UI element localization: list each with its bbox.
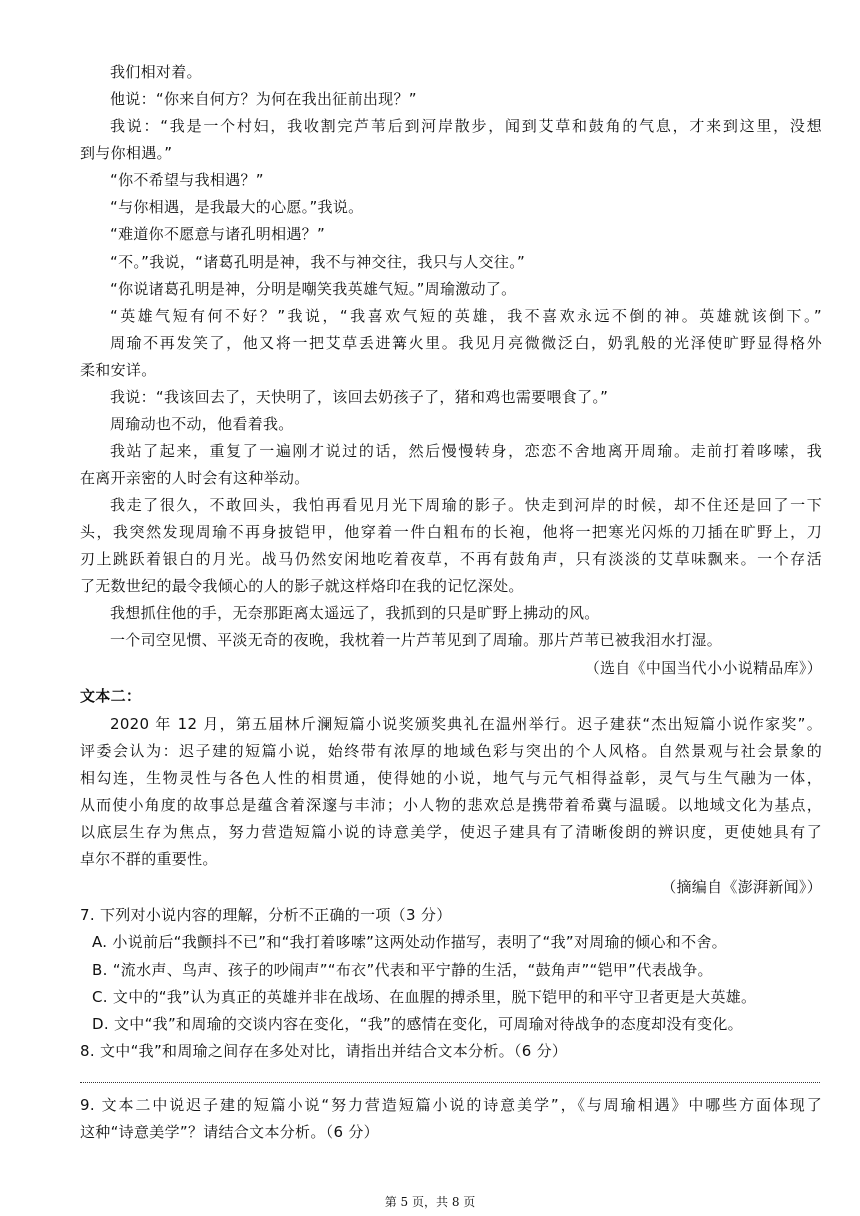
story-paragraph-line: 我想抓住他的手，无奈那距离太遥远了，我抓到的只是旷野上拂动的风。 [110, 604, 600, 622]
text2-paragraph-line: 从而使小角度的故事总是蕴含着深邃与丰沛；小人物的悲欢总是携带着希冀与温暖。以地域文化为基点， [80, 796, 822, 814]
story-paragraph-line: 了无数世纪的最令我倾心的人的影子就这样烙印在我的记忆深处。 [80, 577, 524, 595]
text2-paragraph-line: 以底层生存为焦点，努力营造短篇小说的诗意美学，使迟子建具有了清晰俊朗的辨识度，更使她具有了 [80, 823, 822, 841]
story-paragraph-line: 我说：“我该回去了，天快明了，该回去奶孩子了，猪和鸡也需要喂食了。” [110, 388, 609, 406]
question-7-option: D. 文中“我”和周瑜的交谈内容在变化，“我”的感情在变化，可周瑜对待战争的态度却没有变化。 [92, 1015, 743, 1033]
story-source: （选自《中国当代小小说精品库》） [584, 659, 822, 677]
story-paragraph-line: 柔和安详。 [80, 361, 157, 379]
story-paragraph-line: 在离开亲密的人时会有这种举动。 [80, 469, 310, 487]
page-footer: 第 5 页，共 8 页 [384, 1195, 476, 1209]
story-paragraph-line: “英雄气短有何不好？”我说，“我喜欢气短的英雄，我不喜欢永远不倒的神。英雄就该倒下。” [110, 307, 822, 325]
text2-paragraph-line: 相勾连，生物灵性与各色人性的相贯通，使得她的小说，地气与元气相得益彰，灵气与生气融为一体， [80, 769, 822, 787]
story-paragraph-line: 我走了很久，不敢回头，我怕再看见月光下周瑜的影子。快走到河岸的时候，却不住还是回了一下 [110, 496, 822, 514]
answer-divider [80, 1082, 820, 1083]
story-paragraph-line: 周瑜动也不动，他看着我。 [110, 415, 294, 433]
text2-source: （摘编自《澎湃新闻》） [661, 878, 822, 896]
question-7-option: B. “流水声、鸟声、孩子的吵闹声”“布衣”代表和平宁静的生活，“鼓角声”“铠甲”代表战争。 [92, 961, 713, 979]
text2-paragraph-line: 2020 年 12 月，第五届林斤澜短篇小说奖颁奖典礼在温州举行。迟子建获“杰出短篇小说作家奖”。 [110, 715, 822, 733]
text2-paragraph-line: 卓尔不群的重要性。 [80, 850, 218, 868]
story-paragraph-line: 一个司空见惯、平淡无奇的夜晚，我枕着一片芦苇见到了周瑜。那片芦苇已被我泪水打湿。 [110, 631, 723, 649]
story-paragraph-line: “你不希望与我相遇？” [110, 171, 264, 189]
question-9-line: 9. 文本二中说迟子建的短篇小说“努力营造短篇小说的诗意美学”，《与周瑜相遇》中哪些方面体现了 [80, 1096, 822, 1114]
story-paragraph-line: “不。”我说，“诸葛孔明是神，我不与神交往，我只与人交往。” [110, 253, 526, 271]
question-8: 8. 文中“我”和周瑜之间存在多处对比，请指出并结合文本分析。（6 分） [80, 1042, 568, 1060]
text2-paragraph-line: 评委会认为：迟子建的短篇小说，始终带有浓厚的地域色彩与突出的个人风格。自然景观与社会景象的 [80, 742, 822, 760]
story-paragraph-line: “你说诸葛孔明是神，分明是嘲笑我英雄气短。”周瑜激动了。 [110, 280, 517, 298]
story-paragraph-line: 头，我突然发现周瑜不再身披铠甲，他穿着一件白粗布的长袍，他将一把寒光闪烁的刀插在旷野上，刀 [80, 523, 822, 541]
story-paragraph-line: 到与你相遇。” [80, 144, 173, 162]
story-paragraph-line: 周瑜不再发笑了，他又将一把艾草丢进篝火里。我见月亮微微泛白，奶乳般的光泽使旷野显得格外 [110, 334, 822, 352]
story-paragraph-line: “难道你不愿意与诸孔明相遇？” [110, 225, 326, 243]
question-9-line: 这种“诗意美学”？请结合文本分析。（6 分） [80, 1123, 379, 1141]
story-paragraph-line: 我站了起来，重复了一遍刚才说过的话，然后慢慢转身，恋恋不舍地离开周瑜。走前打着哆嗦，我 [110, 442, 822, 460]
story-paragraph-line: 他说：“你来自何方？为何在我出征前出现？” [110, 90, 417, 108]
question-7-option: A. 小说前后“我颤抖不已”和“我打着哆嗦”这两处动作描写，表明了“我”对周瑜的倾心和不舍。 [92, 933, 727, 951]
story-paragraph-line: 我们相对着。 [110, 63, 202, 81]
story-paragraph-line: 我说：“我是一个村妇，我收割完芦苇后到河岸散步，闻到艾草和鼓角的气息，才来到这里，没想 [110, 117, 822, 135]
question-7-stem: 7. 下列对小说内容的理解，分析不正确的一项（3 分） [80, 906, 452, 924]
story-paragraph-line: “与你相遇，是我最大的心愿。”我说。 [110, 198, 364, 216]
story-paragraph-line: 刃上跳跃着银白的月光。战马仍然安闲地吃着夜草，不再有鼓角声，只有淡淡的艾草味飘来。一个存活 [80, 550, 822, 568]
text2-heading: 文本二： [80, 687, 142, 705]
question-7-option: C. 文中的“我”认为真正的英雄并非在战场、在血腥的搏杀里，脱下铠甲的和平守卫者更是大英雄。 [92, 988, 757, 1006]
